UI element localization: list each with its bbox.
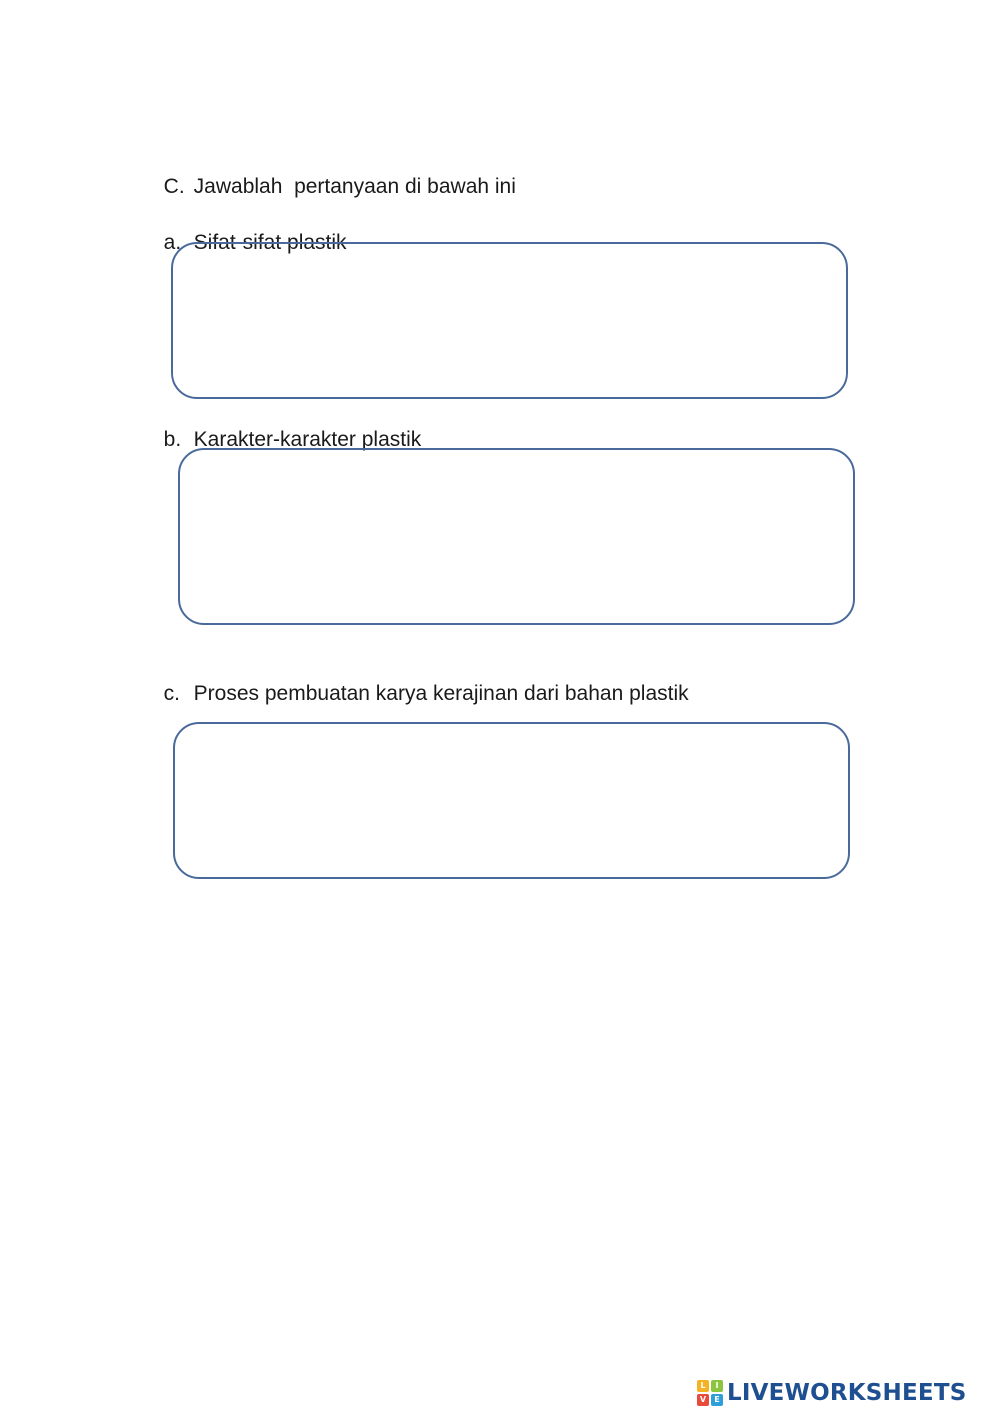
question-b-text: Karakter-karakter plastik: [193, 428, 422, 451]
liveworksheets-logo-icon: [697, 1380, 723, 1406]
question-c: [152, 658, 689, 706]
section-marker: C.: [163, 175, 185, 198]
logo-letter: V: [697, 1394, 709, 1406]
section-instruction: Jawablah pertanyaan di bawah ini: [193, 175, 516, 198]
question-b: [152, 404, 421, 452]
question-b-marker: b.: [163, 428, 182, 451]
section-heading: [152, 151, 516, 199]
question-c-marker: c.: [163, 682, 181, 705]
logo-letter: I: [711, 1380, 723, 1392]
brand-name: LIVEWORKSHEETS: [727, 1380, 967, 1406]
answer-box-c[interactable]: [173, 722, 850, 879]
answer-box-b[interactable]: [178, 448, 855, 625]
question-c-text: Proses pembuatan karya kerajinan dari bahan plastik: [193, 682, 689, 705]
answer-box-a[interactable]: [171, 242, 848, 399]
question-a-marker: a.: [163, 231, 182, 254]
liveworksheets-brand: [697, 1379, 966, 1407]
question-a-text: Sifat-sifat plastik: [193, 231, 347, 254]
logo-letter: E: [711, 1394, 723, 1406]
logo-letter: L: [697, 1380, 709, 1392]
